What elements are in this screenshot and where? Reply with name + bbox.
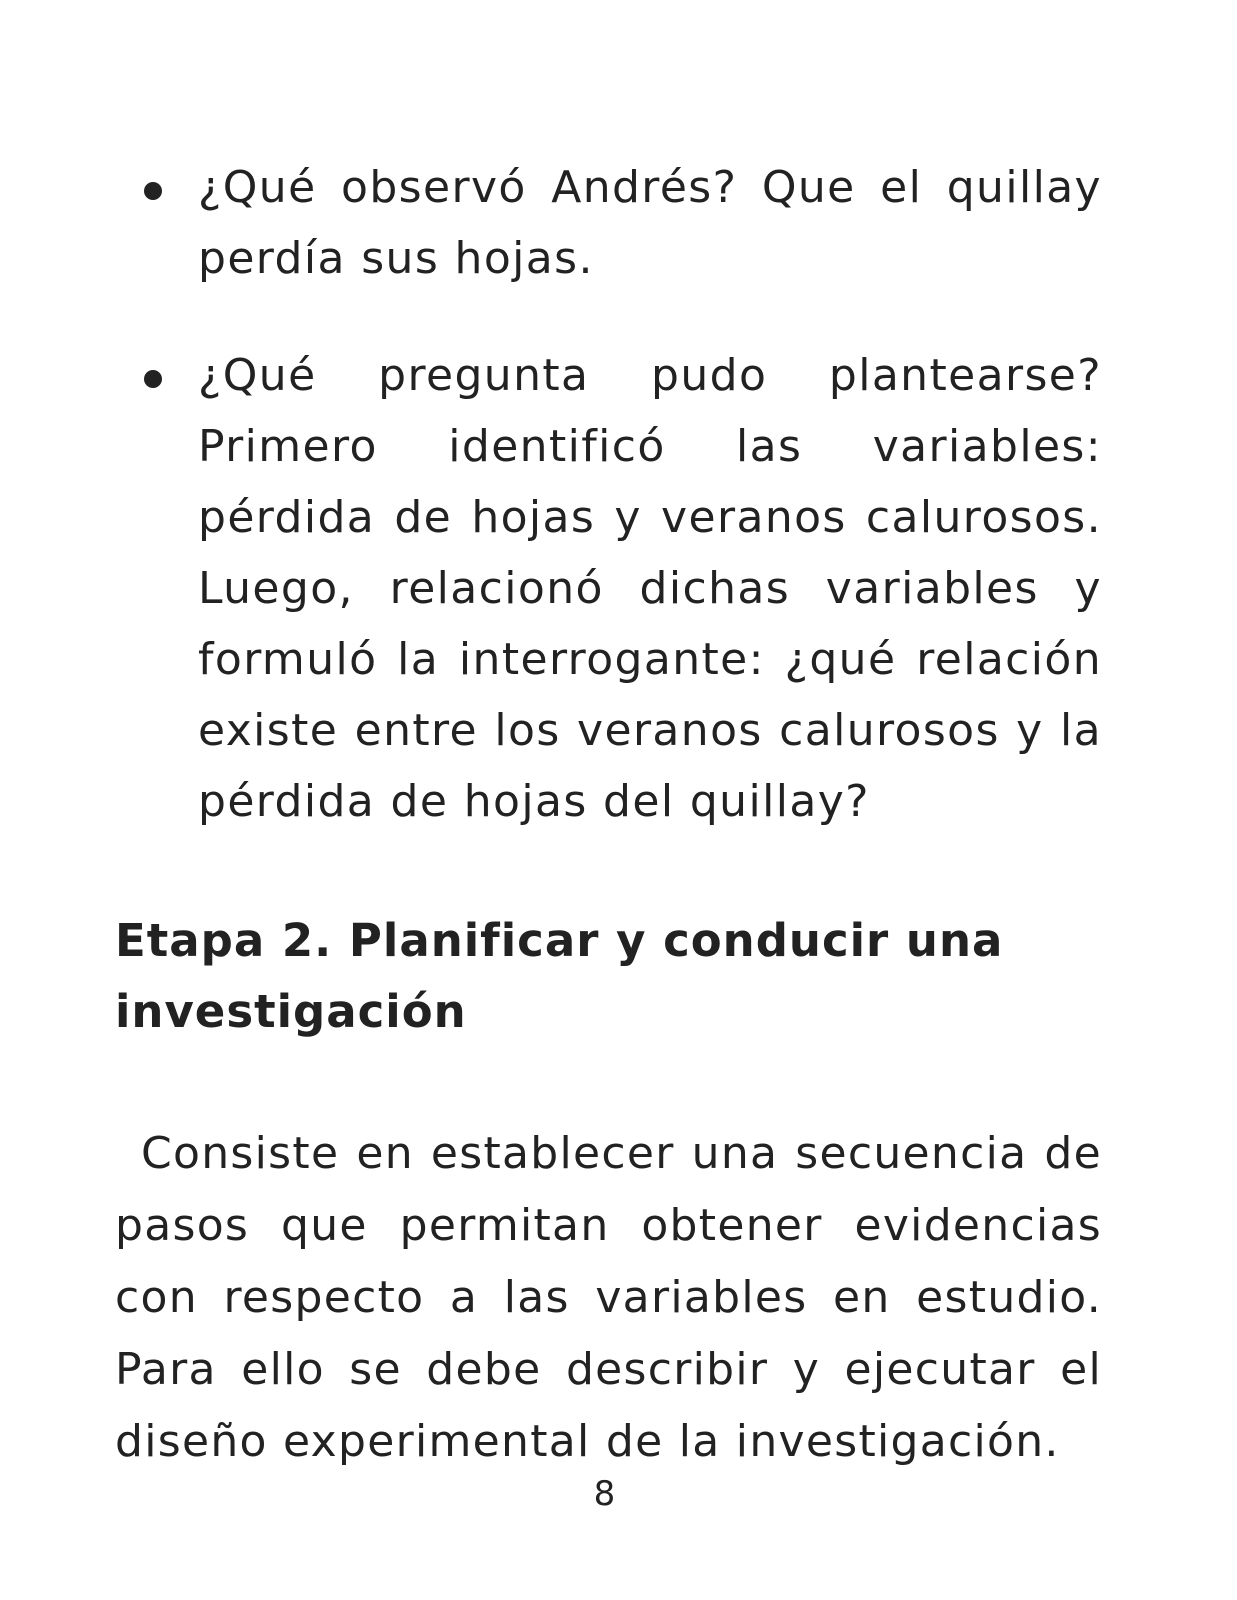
- bullet-icon: [144, 370, 162, 388]
- bullet-list: [140, 152, 1102, 883]
- list-item: [140, 152, 1102, 294]
- bullet-text: ¿Qué pregunta pudo plantearse? Primero identificó las variables: pérdida de hojas y veranos calurosos. Luego, relacionó dichas variables y formuló la interrogante: ¿qué relación existe entre los veranos calurosos y la pérdida de hojas del quillay?: [198, 350, 1102, 827]
- section-heading: Etapa 2. Planificar y conducir una investigación: [115, 914, 1004, 1038]
- body-paragraph: Consiste en establecer una secuencia de pasos que permitan obtener evidencias con respecto a las variables en estudio. Para ello se debe describir y ejecutar el diseño experimental de la investigación.: [115, 1128, 1102, 1467]
- bullet-icon: [144, 182, 162, 200]
- list-item: [140, 340, 1102, 837]
- page-number: 8: [593, 1474, 617, 1514]
- bullet-text: ¿Qué observó Andrés? Que el quillay perdía sus hojas.: [198, 162, 1102, 284]
